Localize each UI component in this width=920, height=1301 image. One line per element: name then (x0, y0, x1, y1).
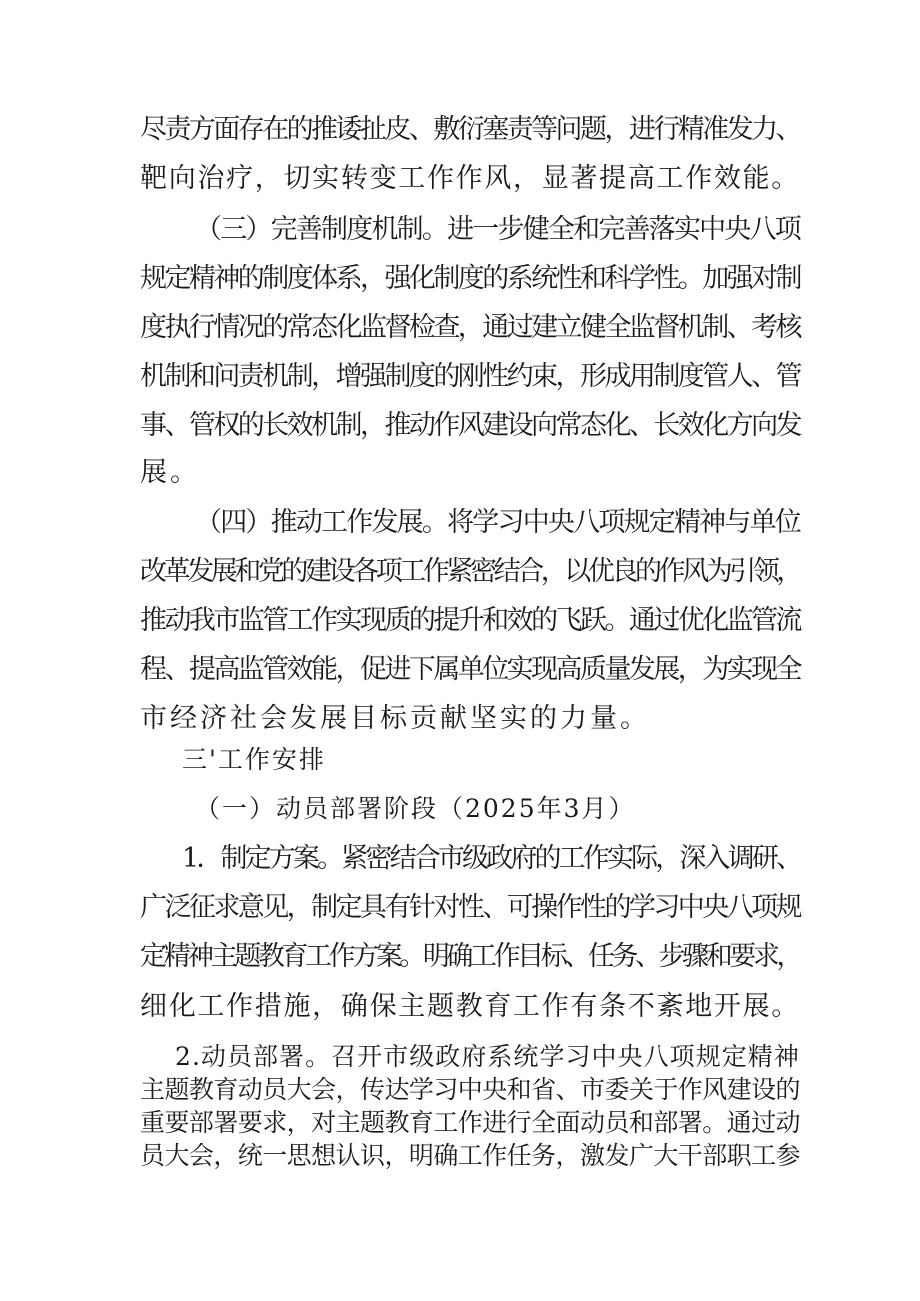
text-line: 细化工作措施，确保主题教育工作有条不紊地开展。 (140, 991, 800, 1022)
paragraph-heading: （三）完善制度机制。进一步健全和完善落实中央八项 (195, 214, 800, 245)
text-line: 定精神主题教育工作方案。明确工作目标、任务、步骤和要求， (140, 941, 800, 972)
text-line: 主题教育动员大会，传达学习中央和省、市委关于作风建设的 (140, 1075, 801, 1104)
text-line: 推动我市监管工作实现质的提升和效的飞跃。通过优化监管流 (140, 605, 800, 636)
subsection-heading: （一）动员部署阶段（2025年3月） (195, 794, 636, 823)
text-line: 广泛征求意见，制定具有针对性、可操作性的学习中央八项规 (140, 892, 800, 923)
paragraph-heading: （四）推动工作发展。将学习中央八项规定精神与单位 (195, 507, 800, 538)
text-line: 规定精神的制度体系，强化制度的系统性和科学性。加强对制 (140, 263, 800, 294)
text-line: 员大会，统一思想认识，明确工作任务，激发广大干部职工参 (140, 1141, 801, 1170)
text-line: 靶向治疗，切实转变工作作风，显著提高工作效能。 (140, 163, 800, 194)
section-heading: 三'工作安排 (182, 745, 326, 774)
text-line: 展。 (140, 457, 200, 488)
text-line: 事、管权的长效机制，推动作风建设向常态化、长效化方向发 (140, 410, 800, 441)
text-line: 尽责方面存在的推诿扯皮、敷衍塞责等问题，进行精准发力、 (140, 114, 800, 145)
text-line: 重要部署要求，对主题教育工作进行全面动员和部署。通过动 (140, 1108, 801, 1137)
text-line: 程、提高监管效能，促进下属单位实现高质量发展，为实现全 (140, 654, 800, 685)
text-line: 度执行情况的常态化监督检查，通过建立健全监督机制、考核 (140, 312, 800, 343)
paragraph-heading: 1．制定方案。紧密结合市级政府的工作实际，深入调研、 (182, 843, 801, 874)
paragraph-heading: 2.动员部署。召开市级政府系统学习中央八项规定精神 (175, 1042, 800, 1071)
text-line: 改革发展和党的建设各项工作紧密结合，以优良的作风为引领， (140, 556, 800, 587)
text-line: 机制和问责机制，增强制度的刚性约束，形成用制度管人、管 (140, 361, 800, 392)
text-line: 市经济社会发展目标贡献坚实的力量。 (140, 703, 650, 734)
